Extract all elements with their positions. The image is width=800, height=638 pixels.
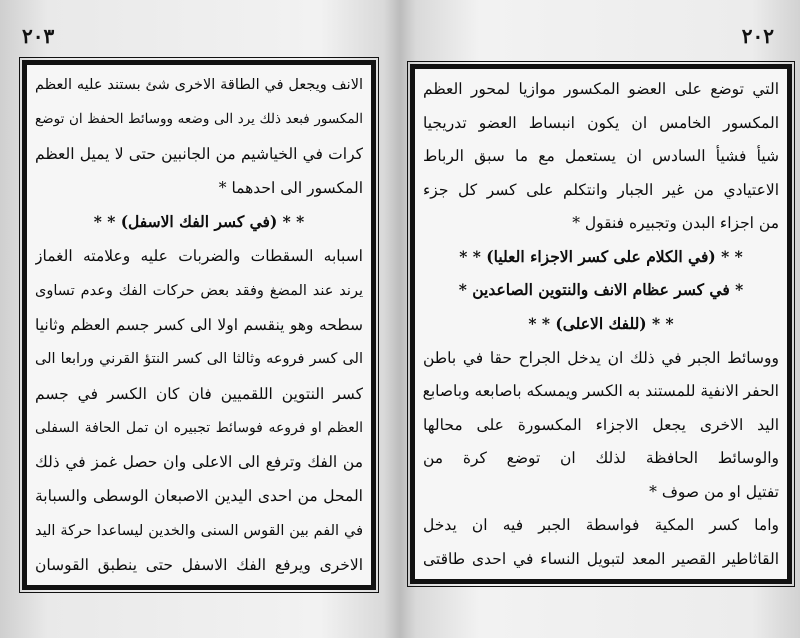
text-frame: [22, 60, 376, 590]
text-line: في الفم بين القوس السنى والخدين ليساعدا حركة اليد: [35, 522, 363, 539]
text-line: العظم او فروعه فوسائط تجبيره ان تمل الحافة السفلى: [35, 419, 363, 436]
text-line: والوسائط الحافظة لذلك ان توضع كرة من: [423, 449, 779, 468]
right-page: [404, 0, 800, 638]
page-number: ٢٠٣: [22, 24, 55, 48]
page-number: ٢٠٢: [741, 24, 774, 48]
text-line: من الفك وترفع الى الاعلى وان حصل غمز في ذلك: [35, 453, 363, 472]
text-line: المحل من احدى اليدين الاصبعان الوسطى والسبابة: [35, 487, 363, 506]
text-line: المكسور الخامس ان يكون انبساط العضو تدريجيا: [423, 113, 779, 132]
text-line: الانف ويجعل في الطاقة الاخرى شئ بستند عليه العظم: [35, 77, 363, 93]
text-line: القاثاطير القصير المعد لتبويل النساء في احدى طاقتى: [423, 549, 779, 568]
text-line: التي توضع على العضو المكسور موازيا لمحور العظم: [423, 80, 779, 98]
text-line: كسر النتوين اللقميين فان كان الكسر في جسم: [35, 384, 363, 403]
text-line: اسبابه السقطات والضربات عليه وعلامته الغماز: [35, 247, 363, 266]
section-heading: * في كسر عظام الانف والنتوين الصاعدين *: [458, 280, 744, 300]
text-line: الاخرى ويرفع الفك الاسفل حتى ينطبق القوسان: [35, 555, 363, 574]
text-line: كرات في الخياشيم من الجانبين حتى لا يميل العظم: [35, 144, 363, 163]
text-line: من اجزاء البدن وتجبيره فنقول *: [572, 214, 779, 233]
section-heading: * * (في الكلام على كسر الاجزاء العليا) * *: [459, 246, 743, 266]
text-line: المكسور فبعد ذلك يرد الى وضعه ووسائط الحفظ ان توضع: [35, 111, 363, 128]
text-frame: [410, 64, 792, 584]
text-line: المكسور الى احدهما *: [218, 178, 363, 197]
section-heading: * * (في كسر الفك الاسفل) * *: [93, 212, 305, 232]
text-line: اليد الاخرى يجعل الاجزاء المكسورة على محالها: [423, 415, 779, 434]
left-page: [0, 0, 396, 638]
text-line: سطحه وهو ينقسم اولا الى كسر جسم العظم وثانيا: [35, 315, 363, 334]
text-line: يرند عند المضغ وفقد بعض حركات الفك وعدم تساوى: [35, 282, 363, 299]
text-line: الاعتيادي من غير الجبار وانتكلم على كسر كل جزء: [423, 180, 779, 199]
text-block: [423, 75, 779, 573]
text-line: شيأ فشيأ السادس ان يستعمل مع ما سبق الرباط: [423, 147, 779, 166]
text-line: الحفر الانفية للمستند به الكسر ويمسكه باصابعه وباصابع: [423, 382, 779, 401]
text-line: ووسائط الجبر في ذلك ان يدخل الجراح حقا في باطن: [423, 348, 779, 367]
text-line: واما كسر المكية فواسطة الجبر فيه ان يدخل: [423, 516, 779, 535]
text-block: [35, 71, 363, 579]
text-line: تفتيل او من صوف *: [649, 482, 779, 501]
section-heading: * * (للفك الاعلى) * *: [528, 313, 674, 333]
text-line: الى كسر فروعه وثالثا الى كسر النتؤ القرني ورابعا الى: [35, 351, 363, 368]
